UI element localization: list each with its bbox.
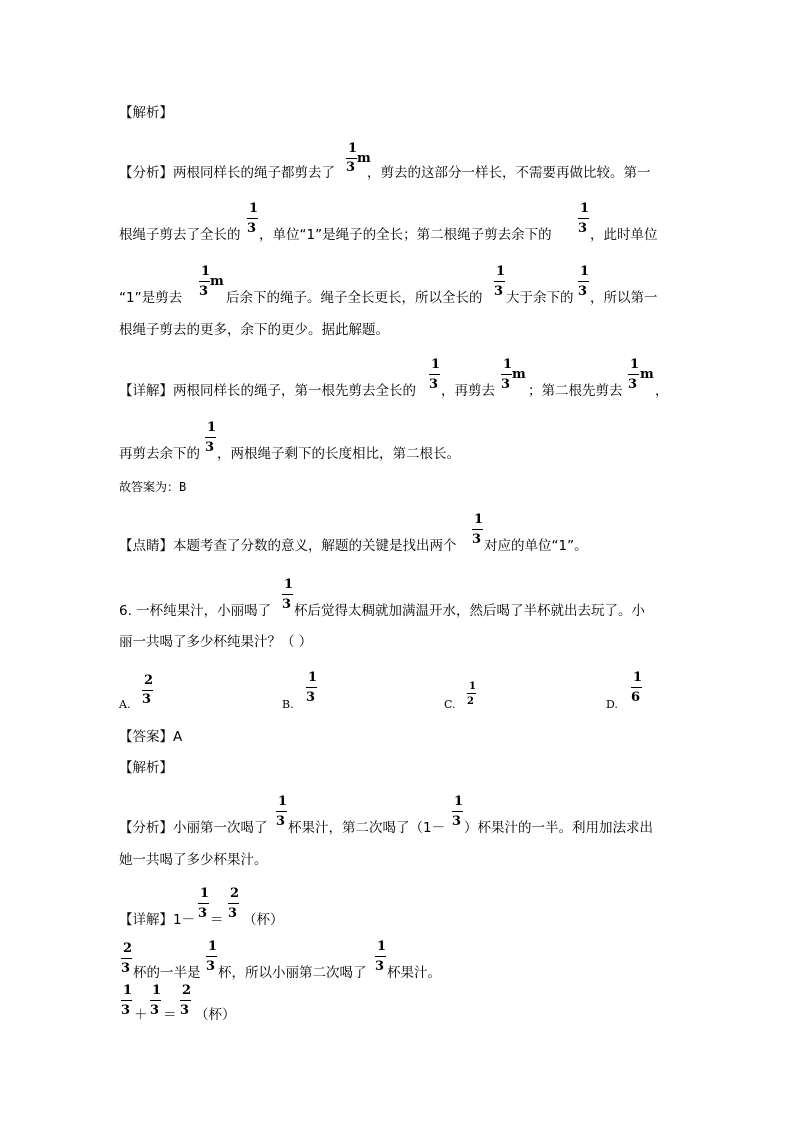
eq2-unit: （杯） xyxy=(195,1007,236,1023)
fenxi2-line1-c: ）杯果汁的一半。利用加法求出 xyxy=(464,820,653,836)
fraction-bar xyxy=(375,956,386,957)
fraction-numerator: 2 xyxy=(123,941,133,956)
xiangjie2-line2-a: 杯的一半是 xyxy=(133,965,201,981)
fraction-numerator: 2 xyxy=(182,983,192,998)
fenxi-line3-a: “1”是剪去 xyxy=(119,290,183,306)
fraction-bar xyxy=(578,218,589,219)
fraction-bar xyxy=(628,374,639,375)
eq2-equals: ＝ xyxy=(163,1007,177,1023)
xiangjie2-line2-b: 杯，所以小丽第二次喝了 xyxy=(218,965,367,981)
option-b-denominator: 3 xyxy=(306,690,316,705)
xiangjie-line1-b: ，再剪去 xyxy=(441,383,495,399)
fraction-numerator: 1 xyxy=(580,201,590,216)
fraction-bar xyxy=(346,158,357,159)
fraction-numerator: 1 xyxy=(123,983,133,998)
fraction-denominator: 3 xyxy=(247,221,257,236)
fraction-denominator: 3 xyxy=(228,906,238,921)
fenxi2-line1-b: 杯果汁，第二次喝了（1－ xyxy=(288,820,446,836)
fraction-denominator: 3 xyxy=(578,221,588,236)
fraction-denominator: 3 xyxy=(199,284,209,299)
option-a-label: A. xyxy=(119,698,131,711)
fraction-bar xyxy=(429,374,440,375)
eq1-equals: ＝ xyxy=(210,912,224,928)
fraction-denominator: 3 xyxy=(494,284,504,299)
fraction-bar xyxy=(247,218,258,219)
fraction-bar xyxy=(228,903,239,904)
fraction-denominator: 3 xyxy=(276,814,286,829)
option-a-denominator: 3 xyxy=(142,692,152,707)
fraction-numerator: 1 xyxy=(503,357,513,372)
fraction-numerator: 1 xyxy=(474,512,484,527)
answer-text: 故答案为：B xyxy=(119,480,187,494)
unit-m: m xyxy=(357,151,371,166)
fraction-bar xyxy=(276,811,287,812)
xiangjie-line1-a: 【详解】两根同样长的绳子，第一根先剪去全长的 xyxy=(119,383,416,399)
question6-line1-b: 杯后觉得太稠就加满温开水，然后喝了半杯就出去玩了。小 xyxy=(294,603,645,619)
fenxi-line4: 根绳子剪去的更多，余下的更少。据此解题。 xyxy=(119,322,389,338)
fraction-numerator: 1 xyxy=(580,264,590,279)
fraction-numerator: 1 xyxy=(200,886,210,901)
fraction-denominator: 3 xyxy=(198,906,208,921)
fraction-denominator: 3 xyxy=(501,377,511,392)
fenxi-line3-d: ，所以第一 xyxy=(590,290,658,306)
fraction-bar xyxy=(142,690,153,691)
dianjing-a: 【点睛】本题考查了分数的意义，解题的关键是找出两个 xyxy=(119,538,457,554)
fraction-numerator: 1 xyxy=(348,141,358,156)
fraction-denominator: 3 xyxy=(628,377,638,392)
option-b-numerator: 1 xyxy=(308,670,318,685)
option-c-label: C. xyxy=(444,698,456,711)
unit-m: m xyxy=(640,367,654,382)
fenxi2-line2: 她一共喝了多少杯果汁。 xyxy=(119,852,268,868)
fraction-bar xyxy=(150,1000,161,1001)
fraction-numerator: 1 xyxy=(431,357,441,372)
fraction-denominator: 3 xyxy=(150,1003,160,1018)
fraction-numerator: 1 xyxy=(278,794,288,809)
fraction-bar xyxy=(452,811,463,812)
fraction-bar xyxy=(467,693,476,694)
fraction-bar xyxy=(180,1000,191,1001)
fenxi2-line1-a: 【分析】小丽第一次喝了 xyxy=(119,820,268,836)
option-b-label: B. xyxy=(282,698,294,711)
fraction-bar xyxy=(205,437,216,438)
fraction-bar xyxy=(306,687,317,688)
fraction-numerator: 1 xyxy=(201,264,211,279)
xiangjie2-eq1-a: 【详解】1－ xyxy=(119,912,196,928)
fenxi-line2-b: ，单位“1”是绳子的全长；第二根绳子剪去余下的 xyxy=(259,227,552,243)
fraction-numerator: 1 xyxy=(630,357,640,372)
option-c-numerator: 1 xyxy=(469,681,476,692)
unit-m: m xyxy=(512,367,526,382)
fraction-bar xyxy=(206,956,217,957)
fenxi-line2-c: ，此时单位 xyxy=(590,227,658,243)
fraction-denominator: 3 xyxy=(121,961,131,976)
fraction-numerator: 1 xyxy=(152,983,162,998)
fraction-bar xyxy=(631,687,642,688)
jiexi-label: 【解析】 xyxy=(119,105,173,121)
fenxi-line3-b: 后余下的绳子。绳子全长更长，所以全长的 xyxy=(226,290,483,306)
fraction-bar xyxy=(199,281,210,282)
fraction-numerator: 1 xyxy=(208,939,218,954)
fraction-bar xyxy=(501,374,512,375)
fenxi-line1-a: 【分析】两根同样长的绳子都剪去了 xyxy=(119,165,335,181)
fraction-denominator: 3 xyxy=(206,959,216,974)
answer-label: 【答案】A xyxy=(119,729,183,745)
eq1-unit: （杯） xyxy=(243,912,284,928)
fenxi-line3-c: 大于余下的 xyxy=(506,290,574,306)
jiexi-label-2: 【解析】 xyxy=(119,760,173,776)
fraction-bar xyxy=(282,594,293,595)
fraction-numerator: 1 xyxy=(207,420,217,435)
fraction-denominator: 3 xyxy=(205,440,215,455)
fraction-bar xyxy=(198,903,209,904)
xiangjie-line2-a: 再剪去余下的 xyxy=(119,446,200,462)
fraction-numerator: 1 xyxy=(284,577,294,592)
fraction-denominator: 3 xyxy=(452,814,462,829)
fenxi-line1-b: ，剪去的这部分一样长，不需要再做比较。第一 xyxy=(367,165,651,181)
fraction-bar xyxy=(121,1000,132,1001)
fraction-denominator: 3 xyxy=(121,1003,131,1018)
fraction-denominator: 3 xyxy=(180,1003,190,1018)
xiangjie-line1-d: ， xyxy=(655,383,669,399)
xiangjie2-line2-c: 杯果汁。 xyxy=(387,965,441,981)
option-a-numerator: 2 xyxy=(144,673,154,688)
option-c-denominator: 2 xyxy=(467,696,474,707)
fraction-denominator: 3 xyxy=(578,284,588,299)
xiangjie-line1-c: ；第二根先剪去 xyxy=(528,383,623,399)
fraction-bar xyxy=(578,281,589,282)
fraction-denominator: 3 xyxy=(375,959,385,974)
fraction-denominator: 3 xyxy=(282,597,292,612)
fraction-numerator: 2 xyxy=(230,886,240,901)
fraction-denominator: 3 xyxy=(346,160,356,175)
eq2-plus: ＋ xyxy=(134,1007,148,1023)
unit-m: m xyxy=(210,274,224,289)
question6-line2: 丽一共喝了多少杯纯果汁？（ ） xyxy=(119,634,313,650)
question6-line1-a: 6. 一杯纯果汁，小丽喝了 xyxy=(119,603,272,619)
fraction-numerator: 1 xyxy=(249,201,259,216)
fenxi-line2-a: 根绳子剪去了全长的 xyxy=(119,227,241,243)
xiangjie-line2-b: ，两根绳子剩下的长度相比，第二根长。 xyxy=(217,446,460,462)
fraction-denominator: 3 xyxy=(429,377,439,392)
option-d-denominator: 6 xyxy=(631,690,641,705)
option-d-numerator: 1 xyxy=(633,670,643,685)
fraction-numerator: 1 xyxy=(454,794,464,809)
fraction-numerator: 1 xyxy=(377,939,387,954)
fraction-numerator: 1 xyxy=(496,264,506,279)
dianjing-b: 对应的单位“1”。 xyxy=(484,538,588,554)
fraction-bar xyxy=(121,958,132,959)
fraction-denominator: 3 xyxy=(472,532,482,547)
fraction-bar xyxy=(494,281,505,282)
option-d-label: D. xyxy=(606,698,618,711)
fraction-bar xyxy=(472,529,483,530)
